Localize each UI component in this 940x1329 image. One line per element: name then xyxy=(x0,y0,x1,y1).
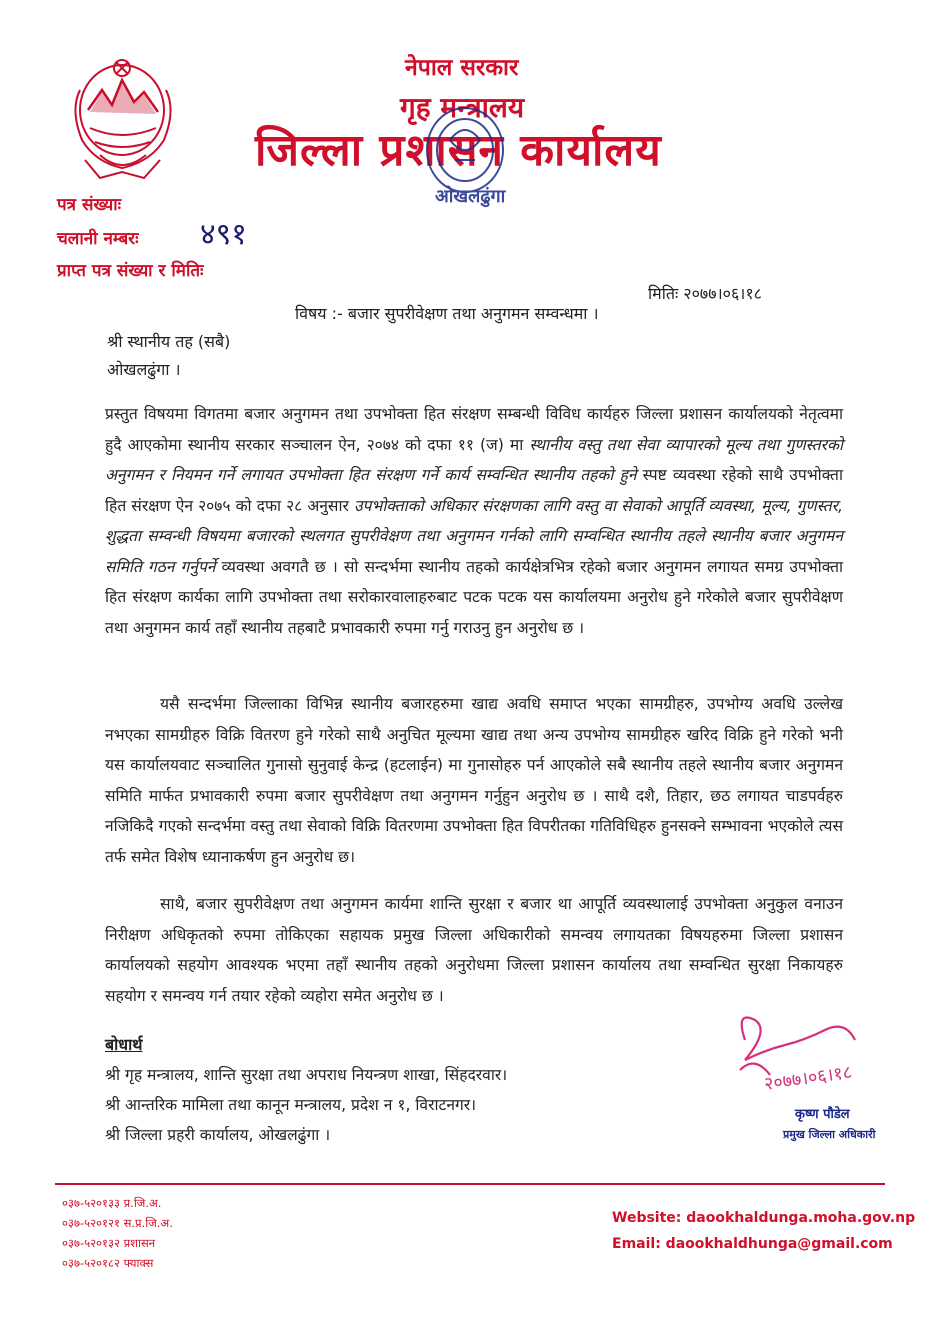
patra-sankhya-label: पत्र संख्याः xyxy=(57,195,122,215)
footer-phone: ०३७-५२०१८२ फ्याक्स xyxy=(62,1256,154,1270)
svg-text:प्रमुख जिल्ला अधिकारी: प्रमुख जिल्ला अधिकारी xyxy=(783,1128,876,1141)
cc-title: बोधार्थ xyxy=(105,1035,143,1054)
chalani-number-label: चलानी नम्बरः xyxy=(57,229,139,249)
nepal-government-emblem xyxy=(60,50,190,185)
header-line-ministry: गृह मन्त्रालय xyxy=(400,91,525,124)
addressee-line-2: ओखलढुंगा । xyxy=(107,360,181,379)
letter-subject: विषय :- बजार सुपरीवेक्षण तथा अनुगमन सम्वन्धमा । xyxy=(295,304,599,323)
body-paragraph-1 xyxy=(105,399,843,643)
addressee-line-1: श्री स्थानीय तह (सबै) xyxy=(107,332,231,351)
svg-text:ओखलढुंगा: ओखलढुंगा xyxy=(435,186,506,207)
body-paragraph-3: साथै, बजार सुपरीवेक्षण तथा अनुगमन कार्यमा शान्ति सुरक्षा र बजार था आपूर्ति व्यवस्थालाई उपभोक्ता अनुकुल वनाउन निरीक्षण अधिकृतको रुपमा तोकिएका सहायक प्रमुख जिल्ला अधिकारीको समन्वय लगायतका विषयहरुमा जिल्ला प्रशासन कार्यालयको सहयोग आवश्यक भएमा तहाँ स्थानीय तहको अनुरोधमा जिल्ला प्रशासन कार्यालय तथा सम्वन्धित सुरक्षा निकायहरु सहयोग र समन्वय गर्न तयार रहेको व्यहोरा समेत अनुरोध छ । xyxy=(105,895,843,1005)
received-letter-label: प्राप्त पत्र संख्या र मितिः xyxy=(57,261,204,281)
office-stamp xyxy=(405,100,555,210)
p1-segment-c: स्पष्ट व्यवस्था रहेको साथै उपभोक्ता हित संरक्षण ऐन २०७५ को दफा २८ अनुसार xyxy=(105,466,843,515)
footer-email: Email: daookhaldhunga@gmail.com xyxy=(612,1236,893,1252)
p1-segment-e: व्यवस्था अवगतै छ । सो सन्दर्भमा स्थानीय तहको कार्यक्षेत्रभित्र रहेको बजार अनुगमन लगायत समग्र उपभोक्ता हित संरक्षण कार्यका लागि उपभोक्ता तथा सरोकारवालाहरुबाट पटक पटक यस कार्यालयमा अनुरोध हुने गरेकोले बजार सुपरीवेक्षण तथा अनुगमन कार्य तहाँ स्थानीय तहबाटै प्रभावकारी रुपमा गर्नु गराउनु हुन अनुरोध छ । xyxy=(105,557,844,637)
footer-phone: ०३७-५२०१३२ प्रशासन xyxy=(62,1236,156,1250)
p1-segment-a: प्रस्तुत विषयमा विगतमा बजार अनुगमन तथा उपभोक्ता हित संरक्षण सम्बन्धी विविध कार्यहरु जिल्ला प्रशासन कार्यालयको नेतृत्वमा हुदै आएकोमा स्थानीय सरकार सञ्चालन ऐन, २०७४ को दफा ११ (ज) मा xyxy=(105,405,843,454)
footer-website: Website: daookhaldunga.moha.gov.np xyxy=(612,1210,916,1226)
p1-italic-segment-d: उपभोक्ताको अधिकार संरक्षणका लागि वस्तु वा सेवाको आपूर्ति व्यवस्था, मूल्य, गुणस्तर, शुद्धता सम्वन्धी विषयमा बजारको स्थलगत सुपरीवेक्षण तथा अनुगमन गर्नको लागि सम्वन्धित स्थानीय तहले स्थानीय बजार अनुगमन समिति गठन गर्नुपर्ने xyxy=(105,496,843,576)
cc-item: श्री जिल्ला प्रहरी कार्यालय, ओखलढुंगा । xyxy=(105,1126,331,1144)
chalani-number-value: ४९१ xyxy=(200,217,247,252)
footer-phone: ०३७-५२०१२१ स.प्र.जि.अ. xyxy=(62,1216,173,1230)
footer-divider xyxy=(55,1183,885,1185)
p1-italic-segment-b: स्थानीय वस्तु तथा सेवा व्यापारको मूल्य तथा गुणस्तरको अनुगमन र नियमन गर्ने लगायत उपभोक्ता हित संरक्षण गर्ने कार्य सम्वन्धित स्थानीय तहको हुने xyxy=(105,435,844,484)
cc-item: श्री आन्तरिक मामिला तथा कानून मन्त्रालय, प्रदेश न १, विराटनगर। xyxy=(105,1096,477,1114)
header-line-nepal-sarkar: नेपाल सरकार xyxy=(405,55,519,81)
cc-item: श्री गृह मन्त्रालय, शान्ति सुरक्षा तथा अपराध नियन्त्रण शाखा, सिंहदरवार। xyxy=(105,1066,508,1084)
letter-date: मितिः २०७७।०६।१८ xyxy=(648,284,762,303)
svg-text:२०७७।०६।१८: २०७७।०६।१८ xyxy=(762,1061,854,1095)
header-line-office: जिल्ला प्रशासन कार्यालय xyxy=(255,125,662,176)
footer-phone: ०३७-५२०१३३ प्र.जि.अ. xyxy=(62,1196,162,1210)
svg-text:कृष्ण पौडेल: कृष्ण पौडेल xyxy=(795,1107,850,1122)
body-paragraph-2: यसै सन्दर्भमा जिल्लाका विभिन्न स्थानीय बजारहरुमा खाद्य अवधि समाप्त भएका सामग्रीहरु, उपभोग्य अवधि उल्लेख नभएका सामग्रीहरु विक्रि वितरण हुने गरेको साथै अनुचित मूल्यमा खाद्य तथा अन्य उपभोग्य सामग्रीहरु खरिद विक्रि हुने गरेको भनी यस कार्यालयवाट सञ्चालित गुनासो सुनुवाई केन्द्र (हटलाईन) मा गुनासोहरु पर्न आएकोले सबै स्थानीय तहले स्थानीय बजार अनुगमन समिति मार्फत प्रभावकारी रुपमा बजार सुपरीवेक्षण तथा अनुगमन गर्नुहुन अनुरोध छ । साथै दशै, तिहार, छठ लगायत चाडपर्वहरु नजिकिदै गएको सन्दर्भमा वस्तु तथा सेवाको विक्रि वितरणमा उपभोक्ता हित विपरीतका गतिविधिहरु हुनसक्ने सम्भावना भएकोले त्यस तर्फ समेत विशेष ध्यानाकर्षण हुन अनुरोध छ। xyxy=(105,695,843,866)
signature-stamp xyxy=(725,1000,905,1150)
